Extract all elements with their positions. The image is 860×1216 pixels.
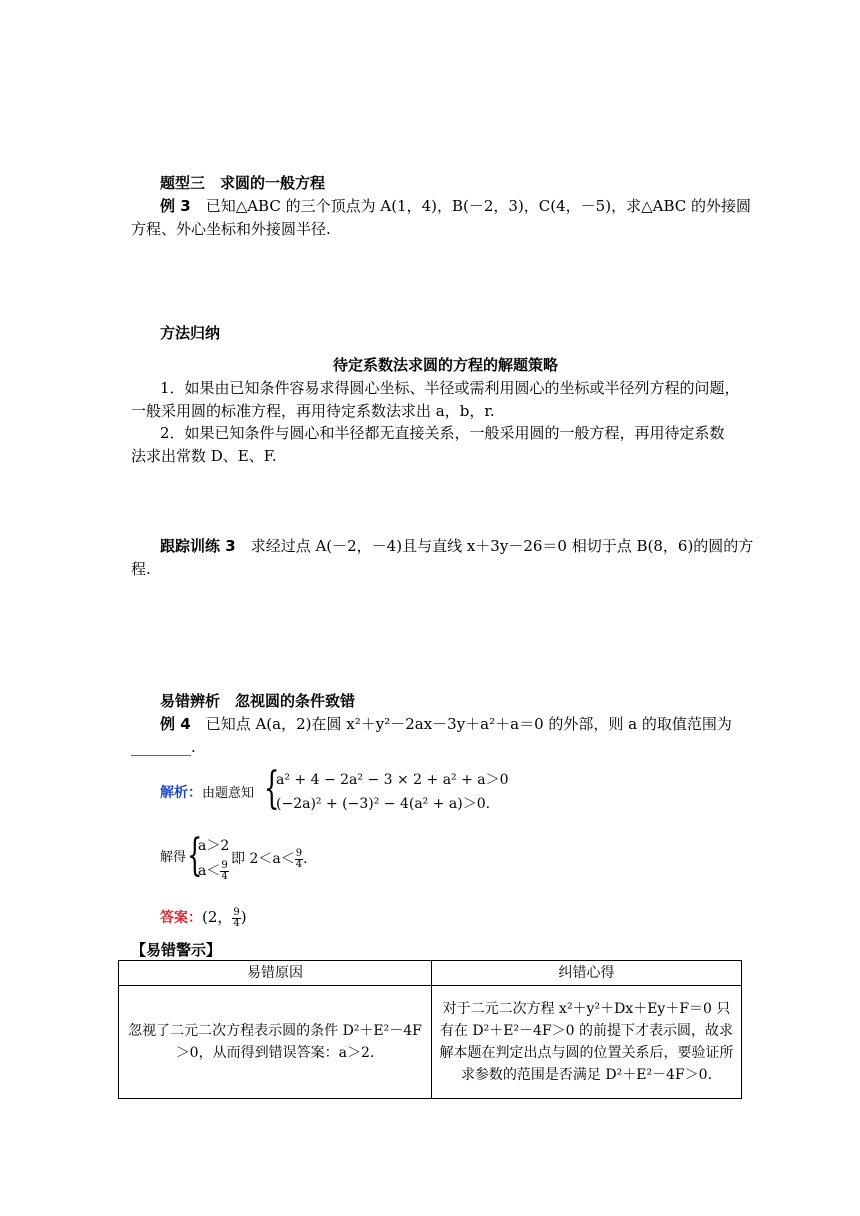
system1-row2: (−2a)² + (−3)² − 4(a² + a)＞0.	[276, 796, 491, 812]
answer-label: 答案：	[160, 910, 202, 926]
system2-row2-prefix: a＜	[198, 863, 221, 879]
method-item2-line2: 法求出常数 D、E、F.	[131, 447, 277, 465]
result-fraction-denominator: 4	[295, 858, 303, 870]
example3-label: 例 3	[160, 197, 191, 215]
method-item1-line1: 1．如果由已知条件容易求得圆心坐标、半径或需利用圆心的坐标或半径列方程的问题，	[160, 379, 740, 397]
section3-heading: 题型三 求圆的一般方程	[160, 174, 326, 192]
nine-quarters-fraction	[220, 861, 228, 882]
reason-cell: 忽视了二元二次方程表示圆的条件 D²＋E²－4F＞0，从而得到错误答案：a＞2.	[119, 986, 432, 1099]
answer-prefix: (2，	[202, 908, 233, 926]
system1-brace: {	[264, 763, 280, 814]
method-item2-line1: 2．如果已知条件与圆心和半径都无直接关系，一般采用圆的一般方程，再用待定系数	[160, 424, 725, 442]
analysis-intro: 由题意知	[202, 786, 255, 801]
analysis-line	[160, 781, 254, 805]
solve-result-prefix: 即 2＜a＜	[231, 851, 295, 867]
answer-fraction-numerator: 9	[233, 906, 240, 918]
system2-row2	[198, 860, 229, 882]
practice-line2: 程.	[131, 560, 151, 578]
answer-fraction-denominator: 4	[233, 917, 240, 929]
system1-row1: a² + 4 − 2a² − 3 × 2 + a² + a＞0	[276, 772, 509, 788]
fraction-denominator: 4	[221, 870, 228, 882]
warning-table-header-row	[119, 961, 742, 986]
answer-line	[160, 906, 247, 929]
lesson-cell: 对于二元二次方程 x²＋y²＋Dx＋Ey＋F＝0 只有在 D²＋E²－4F＞0 的前提下才表示圆，故求解本题在判定出点与圆的位置关系后，要验证所求参数的范围是否满足 D²＋E²－4F＞0.	[432, 986, 742, 1099]
mistake-heading: 易错辨析 忽视圆的条件致错	[160, 692, 356, 710]
example4-text1: 已知点 A(a，2)在圆 x²＋y²－2ax－3y＋a²＋a＝0 的外部，则 a 的取值范围为	[205, 715, 732, 733]
example4-blank: ________.	[131, 738, 196, 756]
example3-line2: 方程、外心坐标和外接圆半径.	[131, 220, 331, 238]
result-fraction	[295, 849, 303, 870]
fraction-numerator: 9	[221, 859, 228, 871]
system2-brace: {	[187, 830, 203, 881]
example4-line1	[160, 713, 732, 735]
system2-row1: a＞2	[198, 838, 230, 854]
example4-label: 例 4	[160, 715, 191, 733]
example3-text1: 已知△ABC 的三个顶点为 A(1，4)，B(－2，3)，C(4，－5)，求△ABC 的外接圆	[205, 197, 751, 215]
solve-label: 解得	[160, 850, 187, 865]
answer-fraction	[232, 908, 240, 929]
practice-line1	[160, 535, 753, 557]
method-heading: 方法归纳	[160, 324, 221, 342]
analysis-label: 解析：	[160, 785, 202, 801]
solve-result: 即 2＜a＜ $\frac{9}{4}$ .	[231, 847, 308, 870]
col-header-reason: 易错原因	[119, 961, 432, 986]
warning-table	[118, 960, 742, 1099]
answer-suffix: )	[240, 908, 247, 926]
practice-text1: 求经过点 A(－2，－4)且与直线 x＋3y－26＝0 相切于点 B(8，6)的圆的方	[250, 537, 754, 555]
col-header-lesson: 纠错心得	[432, 961, 742, 986]
warning-table-row	[119, 986, 742, 1099]
method-item1-line2: 一般采用圆的标准方程，再用待定系数法求出 a，b，r.	[131, 402, 495, 420]
method-title: 待定系数法求圆的方程的解题策略	[333, 356, 559, 374]
example3-line1	[160, 195, 751, 217]
result-fraction-numerator: 9	[295, 847, 303, 859]
practice-label: 跟踪训练 3	[160, 537, 236, 555]
warning-title: 【易错警示】	[131, 941, 222, 959]
